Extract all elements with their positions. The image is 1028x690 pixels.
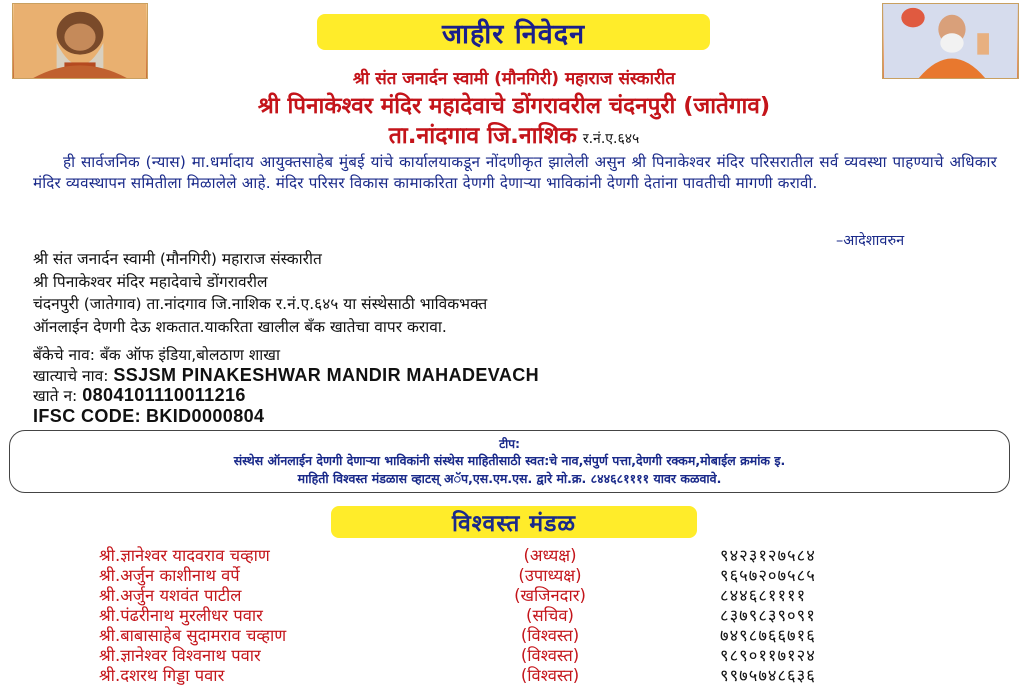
trustee-row xyxy=(0,643,1028,663)
trustee-name: श्री.ज्ञानेश्वर यादवराव चव्हाण xyxy=(99,546,270,565)
header-location: ता.नांदगाव जि.नाशिक xyxy=(388,123,577,149)
trustee-role: (अध्यक्ष) xyxy=(523,546,577,565)
trustee-phone: ८३७९८३९०९१ xyxy=(720,606,816,625)
header-line-1: श्री संत जनार्दन स्वामी (मौनगिरी) महाराज संस्कारीत xyxy=(352,69,676,89)
account-number-value: 0804101110011216 xyxy=(82,385,246,405)
trustee-role: (सचिव) xyxy=(526,606,574,625)
trustee-phone: ८४४६८११११ xyxy=(720,586,807,605)
trustee-role: (विश्वस्त) xyxy=(520,666,580,685)
trustee-phone: ९६५७२०७५८५ xyxy=(720,566,816,585)
trustee-name: श्री.अर्जुन काशीनाथ वर्पे xyxy=(99,566,240,585)
trustee-row xyxy=(0,563,1028,583)
trustee-role: (खजिनदार) xyxy=(514,586,586,605)
trustee-row xyxy=(0,543,1028,563)
account-name-value: SSJSM PINAKESHWAR MANDIR MAHADEVACH xyxy=(113,364,540,385)
account-name-row xyxy=(33,366,539,387)
trustee-phone: ९९७५७४८६३६ xyxy=(720,666,816,685)
notice-title-banner xyxy=(317,14,710,50)
trustee-name: श्री.दशरथ गिड्डा पवार xyxy=(99,666,225,685)
bank-name-value: बँक ऑफ इंडिया,बोलठाण शाखा xyxy=(99,346,280,364)
registration-number: र.नं.ए.६४५ xyxy=(582,131,640,147)
bank-details xyxy=(33,346,539,427)
note-line-1: संस्थेस ऑनलाईन देणगी देणाऱ्या भाविकांनी संस्थेस माहितीसाठी स्वत:चे नाव,संपुर्ण पत्ता,देणगी रक्कम,मोबाईल क्रमांक इ. xyxy=(233,453,786,468)
trustee-row xyxy=(0,663,1028,683)
signature-line: –आदेशावरुन xyxy=(836,233,905,249)
notice-paragraph xyxy=(33,152,997,194)
trustee-phone: ७४९८७६६७१६ xyxy=(720,626,816,645)
trustee-row xyxy=(0,603,1028,623)
header-line-2: श्री पिनाकेश्वर मंदिर महादेवाचे डोंगरावरील चंदनपुरी (जातेगाव) xyxy=(257,93,771,119)
trustee-row xyxy=(0,623,1028,643)
trustee-phone: ९८९०११७१२४ xyxy=(720,646,816,665)
trustee-name: श्री.अर्जुन यशवंत पाटील xyxy=(99,586,242,605)
ifsc-label: IFSC CODE: xyxy=(33,405,142,426)
trustee-role: (विश्वस्त) xyxy=(520,626,580,645)
trustee-name: श्री.ज्ञानेश्वर विश्वनाथ पवार xyxy=(99,646,261,665)
trust-board-banner xyxy=(331,506,697,538)
bank-name-row xyxy=(33,346,539,366)
trustee-role: (विश्वस्त) xyxy=(520,646,580,665)
online-donation-info xyxy=(33,248,973,338)
trustee-row xyxy=(0,583,1028,603)
notice-title: जाहीर निवेदन xyxy=(441,18,586,50)
account-number-label: खाते न: xyxy=(33,387,78,405)
bank-name-label: बँकेचे नाव: xyxy=(33,346,95,364)
info-line-3: चंदनपुरी (जातेगाव) ता.नांदगाव जि.नाशिक र.नं.ए.६४५ या संस्थेसाठी भाविकभक्त xyxy=(33,295,488,313)
note-line-2: माहिती विश्वस्त मंडळास व्हाटस् अॅप,एस.एम.एस. द्वारे मो.क्र. ८४४६८११११ यावर कळवावे. xyxy=(297,471,722,486)
trustee-name: श्री.पंढरीनाथ मुरलीधर पवार xyxy=(99,606,263,625)
trust-board-title: विश्वस्त मंडळ xyxy=(452,511,576,537)
header-line-3 xyxy=(0,118,1028,150)
info-line-1: श्री संत जनार्दन स्वामी (मौनगिरी) महाराज संस्कारीत xyxy=(33,250,322,268)
notice-paragraph-text: ही सार्वजनिक (न्यास) मा.धर्मादाय आयुक्तसाहेब मुंबई यांचे कार्यालयाकडून नोंदणीकृत झालेली असुन श्री पिनाकेश्वर मंदिर परिसरातील सर्व व्यवस्था पाहण्याचे अधिकार मंदिर व्यवस्थापन समितीला मिळालेले आहे. मंदिर परिसर विकास कामाकरिता देणगी देणाऱ्या भाविकांनी देणगी देतांना पावतीची मागणी करावी. xyxy=(33,153,997,192)
trustee-role: (उपाध्यक्ष) xyxy=(518,566,582,585)
note-box xyxy=(9,430,1010,493)
info-line-2: श्री पिनाकेश्वर मंदिर महादेवाचे डोंगरावरील xyxy=(33,272,268,291)
trustee-phone: ९४२३१२७५८४ xyxy=(720,546,816,565)
info-line-4: ऑनलाईन देणगी देऊ शकतात.याकरिता खालील बँक खातेचा वापर करावा. xyxy=(33,317,447,336)
trustee-name: श्री.बाबासाहेब सुदामराव चव्हाण xyxy=(99,626,287,645)
account-number-row xyxy=(33,386,539,407)
account-name-label: खात्याचे नाव: xyxy=(33,366,109,385)
note-title: टीप: xyxy=(499,437,520,451)
ifsc-row xyxy=(33,407,539,428)
ifsc-value: BKID0000804 xyxy=(145,405,265,426)
